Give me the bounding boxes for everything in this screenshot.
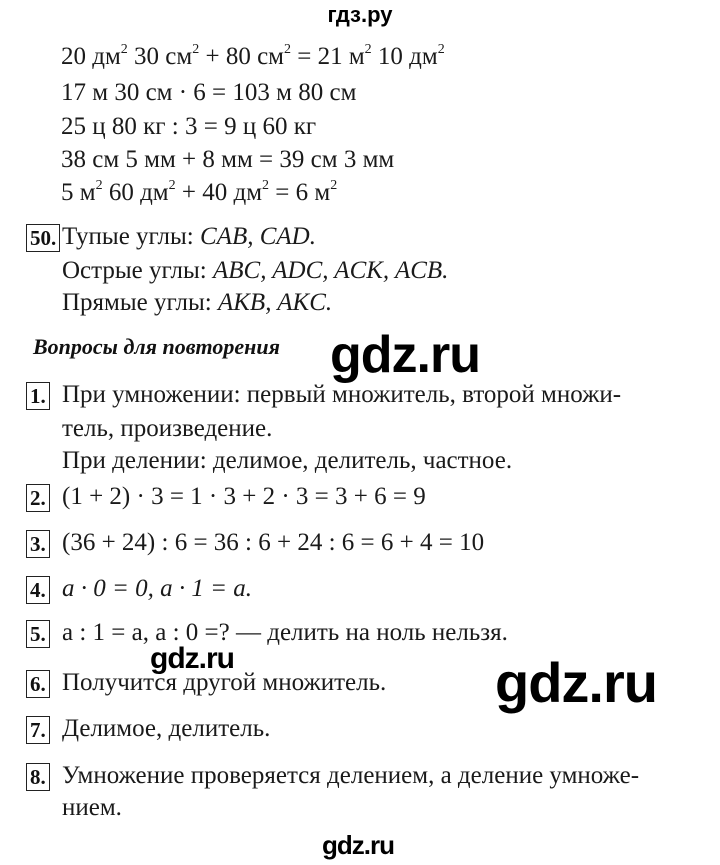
question-8-line-1: Умножение проверяется делением, а деление умноже- <box>62 762 640 789</box>
watermark-right: gdz.ru <box>495 651 657 714</box>
obtuse-angles: Тупые углы: CAB, CAD. <box>62 223 316 250</box>
question-number-2: 2. <box>26 484 50 512</box>
right-angles: Прямые углы: AKB, AKC. <box>62 289 333 316</box>
question-1-line-2: тель, произведение. <box>62 415 273 442</box>
question-number-4: 4. <box>26 576 50 604</box>
question-8-line-2: нием. <box>62 794 122 821</box>
question-3-text: (36 + 24) : 6 = 36 : 6 + 24 : 6 = 6 + 4 = 10 <box>62 529 485 556</box>
section-title: Вопросы для повторения <box>33 334 280 359</box>
question-number-1: 1. <box>26 382 50 410</box>
watermark-large: gdz.ru <box>330 326 480 384</box>
question-5-text: a : 1 = a, a : 0 =? — делить на ноль нельзя. <box>62 619 508 646</box>
question-4-text: a · 0 = 0, a · 1 = a. <box>62 575 252 602</box>
question-number-6: 6. <box>26 670 50 698</box>
question-2-text: (1 + 2) · 3 = 1 · 3 + 2 · 3 = 3 + 6 = 9 <box>62 483 426 510</box>
question-6-text: Получится другой множитель. <box>62 669 387 696</box>
question-number-5: 5. <box>26 620 50 648</box>
calc-line-2: 17 м 30 см · 6 = 103 м 80 см <box>61 79 357 106</box>
task-number-50: 50. <box>26 224 60 252</box>
question-7-text: Делимое, делитель. <box>62 715 271 742</box>
question-1-line-3: При делении: делимое, делитель, частное. <box>62 447 513 474</box>
question-number-7: 7. <box>26 716 50 744</box>
calc-line-3: 25 ц 80 кг : 3 = 9 ц 60 кг <box>61 113 317 140</box>
calc-line-4: 38 см 5 мм + 8 мм = 39 см 3 мм <box>61 146 395 173</box>
watermark-footer: gdz.ru <box>322 830 394 860</box>
acute-angles: Острые углы: ABC, ADC, ACK, ACB. <box>62 257 449 284</box>
site-header: гдз.ру <box>327 2 393 27</box>
question-1-line-1: При умножении: первый множитель, второй множи- <box>62 381 622 408</box>
watermark-small: gdz.ru <box>150 642 234 675</box>
question-number-8: 8. <box>26 763 50 791</box>
question-number-3: 3. <box>26 530 50 558</box>
calc-line-5: 5 $м^2$ 60 $дм^2 + 40$ $дм^2 = 6$ $м^2$ <box>61 178 338 206</box>
calc-line-1: 20 $дм^2$ 30 $см^2 + 80$ $см^2 = 21$ $м^2$ 10 $дм^2$ <box>61 42 445 70</box>
